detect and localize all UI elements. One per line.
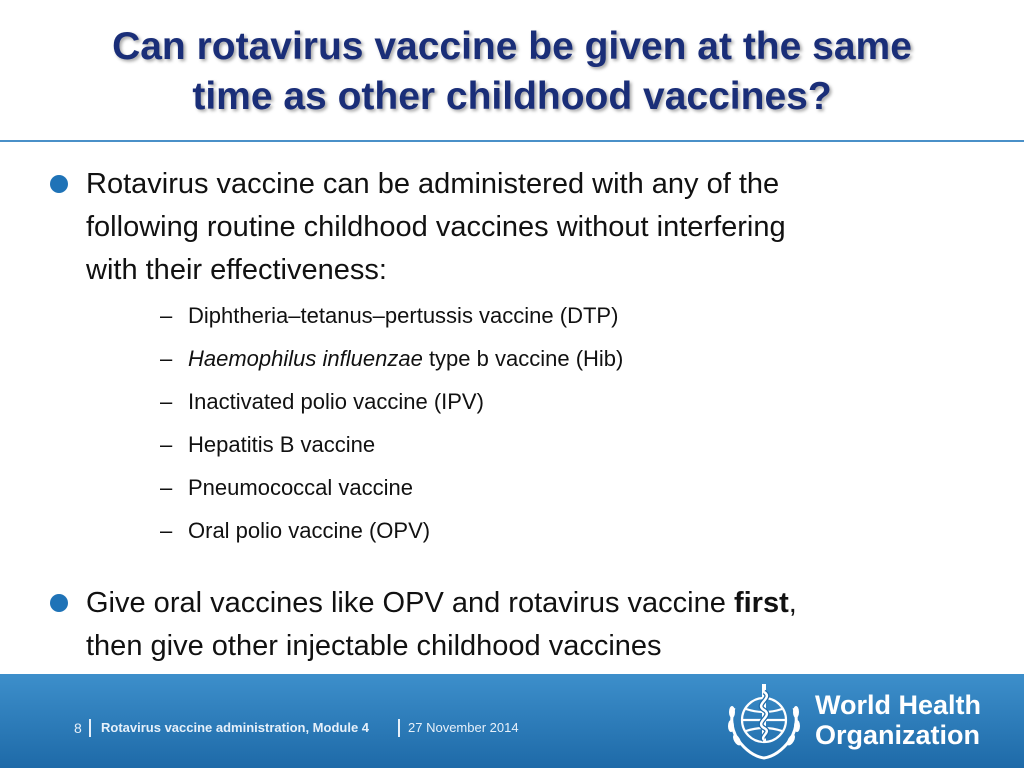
org-name-line2: Organization [815, 720, 981, 750]
who-emblem-icon [722, 680, 806, 762]
slide-title [0, 22, 1024, 122]
list-item-hepb [160, 430, 623, 473]
bullet-2-bold: first [733, 587, 789, 619]
item-text: Inactivated polio vaccine (IPV) [188, 389, 484, 414]
footer-separator [89, 719, 91, 737]
bullet-1-line2: following routine childhood vaccines without interfering [86, 211, 786, 243]
dash: – [160, 475, 173, 500]
bullet-2-line2: then give other injectable childhood vaccines [86, 630, 662, 662]
module-title: Rotavirus vaccine administration, Module 4 [101, 720, 370, 735]
bullet-1-line1: Rotavirus vaccine can be administered with any of the [86, 168, 780, 200]
list-item-opv [160, 516, 623, 559]
bullet-dot-1 [50, 175, 68, 193]
item-text: Pneumococcal vaccine [188, 475, 414, 500]
title-divider [0, 140, 1024, 142]
bullet-1-line3: with their effectiveness: [86, 254, 387, 286]
item-text: Hepatitis B vaccine [188, 432, 376, 457]
bullet-2-line1 [86, 582, 986, 625]
item-text: type b vaccine (Hib) [422, 346, 624, 371]
list-item-hib [160, 344, 623, 387]
footer-date: 27 November 2014 [408, 720, 519, 735]
bullet-2 [86, 582, 986, 668]
list-item-dtp [160, 301, 623, 344]
footer-separator [398, 719, 400, 737]
page-number: 8 [74, 720, 82, 736]
bullet-dot-2 [50, 594, 68, 612]
list-item-pneumo [160, 473, 623, 516]
slide-title-line1: Can rotavirus vaccine be given at the same [112, 25, 912, 68]
bullet-2-text: Give oral vaccines like OPV and rotavirus vaccine [86, 587, 734, 619]
dash: – [160, 518, 173, 543]
list-item-ipv [160, 387, 623, 430]
slide-title-line2: time as other childhood vaccines? [192, 75, 832, 118]
dash: – [160, 303, 173, 328]
bullet-2-comma: , [788, 587, 797, 619]
item-text: Diphtheria–tetanus–pertussis vaccine (DTP) [188, 303, 619, 328]
item-text: Oral polio vaccine (OPV) [188, 518, 431, 543]
dash: – [160, 432, 173, 457]
dash: – [160, 389, 173, 414]
org-name-line1: World Health [815, 690, 982, 720]
dash: – [160, 346, 173, 371]
bullet-1 [86, 163, 986, 292]
vaccine-list [160, 301, 623, 559]
item-text-italic: Haemophilus influenzae [188, 346, 423, 371]
